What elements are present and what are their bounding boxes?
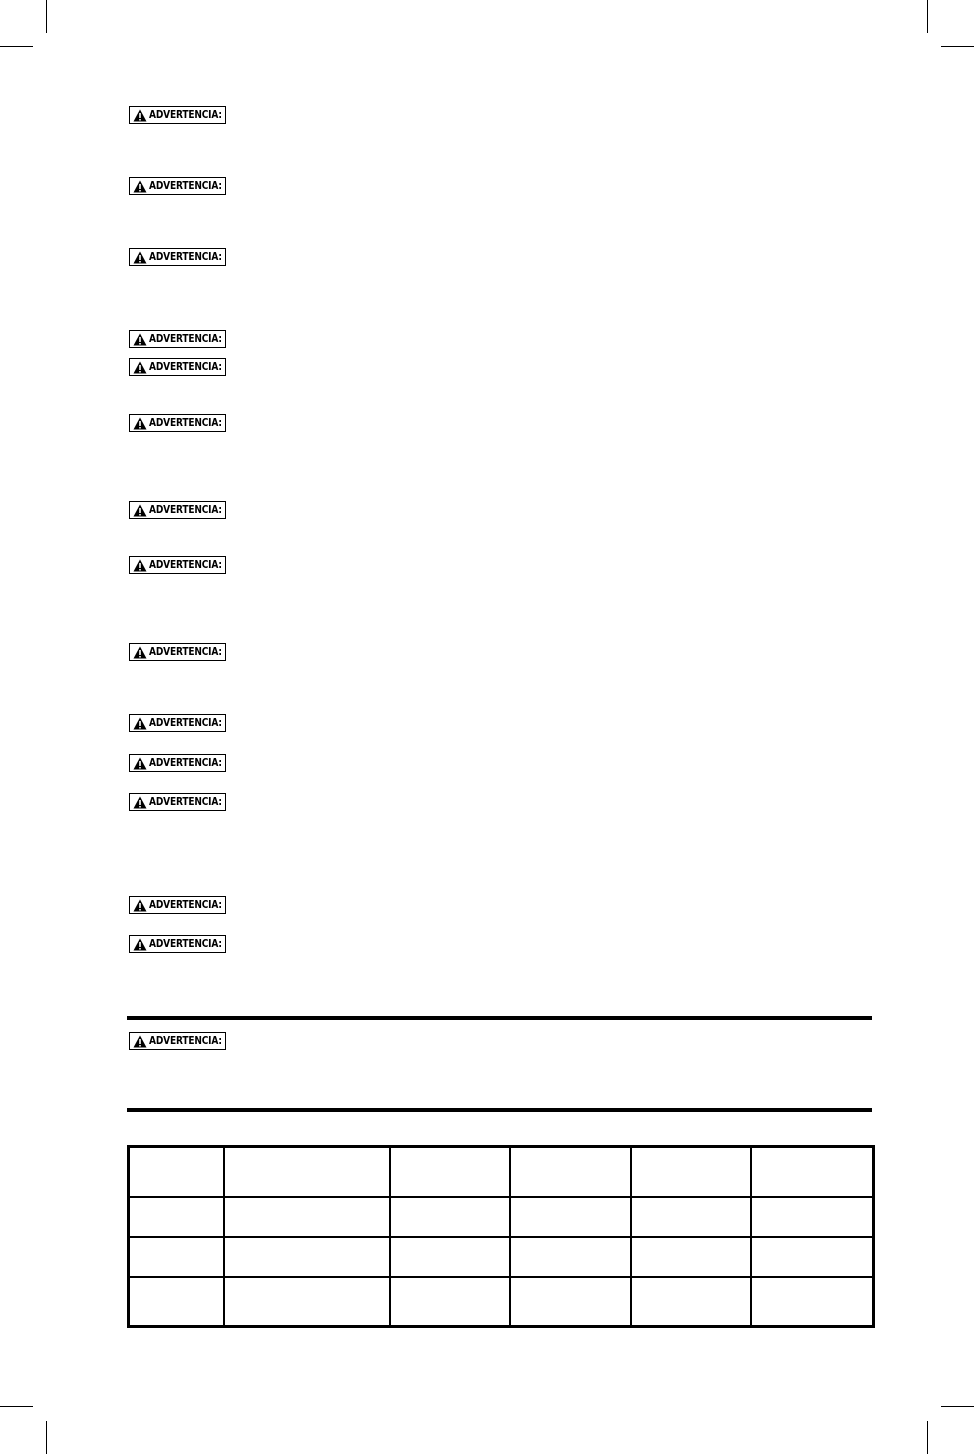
table-cell [510,1147,631,1197]
warning-triangle-icon [133,796,147,809]
warning-label: ADVERTENCIA: [149,1034,222,1047]
warning-badge [129,643,226,661]
section-bottom-rule [127,1108,872,1112]
table-cell [631,1147,751,1197]
warning-badge [129,358,226,376]
crop-mark-bottom-right-vertical [927,1421,928,1454]
warning-badge [129,793,226,811]
warning-badge [129,714,226,732]
table-cell [751,1197,874,1237]
table-cell [631,1277,751,1327]
table-cell [631,1237,751,1277]
warning-triangle-icon [133,559,147,572]
table-row [129,1147,874,1197]
crop-mark-top-right-vertical [927,0,928,33]
table-row [129,1237,874,1277]
warning-label: ADVERTENCIA: [149,332,222,345]
warning-label: ADVERTENCIA: [149,716,222,729]
warning-badge [129,754,226,772]
warning-badge [129,414,226,432]
warning-label: ADVERTENCIA: [149,250,222,263]
warning-triangle-icon [133,646,147,659]
table-cell [390,1237,510,1277]
warning-triangle-icon [133,717,147,730]
warning-triangle-icon [133,899,147,912]
table-cell [129,1147,224,1197]
crop-mark-top-left-horizontal [0,46,33,47]
table-cell [751,1237,874,1277]
table-row [129,1277,874,1327]
warning-triangle-icon [133,417,147,430]
table-cell [510,1197,631,1237]
crop-mark-bottom-right-horizontal [941,1406,974,1407]
warning-label: ADVERTENCIA: [149,179,222,192]
warning-label: ADVERTENCIA: [149,360,222,373]
warning-badge [129,248,226,266]
table-cell [129,1237,224,1277]
crop-mark-top-right-horizontal [941,46,974,47]
warning-badge [129,106,226,124]
warning-triangle-icon [133,109,147,122]
table-cell [631,1197,751,1237]
table-cell [751,1147,874,1197]
table-cell [129,1277,224,1327]
warning-label: ADVERTENCIA: [149,645,222,658]
warning-label: ADVERTENCIA: [149,756,222,769]
crop-mark-bottom-left-vertical [46,1421,47,1454]
warning-triangle-icon [133,1035,147,1048]
boxed-warning-badge [129,1032,226,1050]
table-cell [224,1277,390,1327]
warning-triangle-icon [133,938,147,951]
warning-label: ADVERTENCIA: [149,108,222,121]
warning-triangle-icon [133,180,147,193]
warning-badge [129,330,226,348]
table-cell [390,1197,510,1237]
warning-triangle-icon [133,333,147,346]
warning-label: ADVERTENCIA: [149,503,222,516]
warning-badge [129,501,226,519]
warning-label: ADVERTENCIA: [149,416,222,429]
table-cell [751,1277,874,1327]
warning-triangle-icon [133,504,147,517]
warning-triangle-icon [133,251,147,264]
table-cell [224,1147,390,1197]
table-cell [224,1237,390,1277]
warning-badge [129,896,226,914]
table-cell [510,1237,631,1277]
warning-triangle-icon [133,361,147,374]
table-cell [510,1277,631,1327]
table-cell [224,1197,390,1237]
table-row [129,1197,874,1237]
table-cell [390,1277,510,1327]
warning-triangle-icon [133,757,147,770]
table-cell [390,1147,510,1197]
table-cell [129,1197,224,1237]
crop-mark-top-left-vertical [46,0,47,33]
warning-label: ADVERTENCIA: [149,795,222,808]
spec-table [127,1145,875,1328]
warning-label: ADVERTENCIA: [149,937,222,950]
warning-label: ADVERTENCIA: [149,558,222,571]
warning-badge [129,935,226,953]
warning-badge [129,177,226,195]
warning-badge [129,556,226,574]
section-top-rule [127,1016,872,1020]
crop-mark-bottom-left-horizontal [0,1406,33,1407]
warning-label: ADVERTENCIA: [149,898,222,911]
